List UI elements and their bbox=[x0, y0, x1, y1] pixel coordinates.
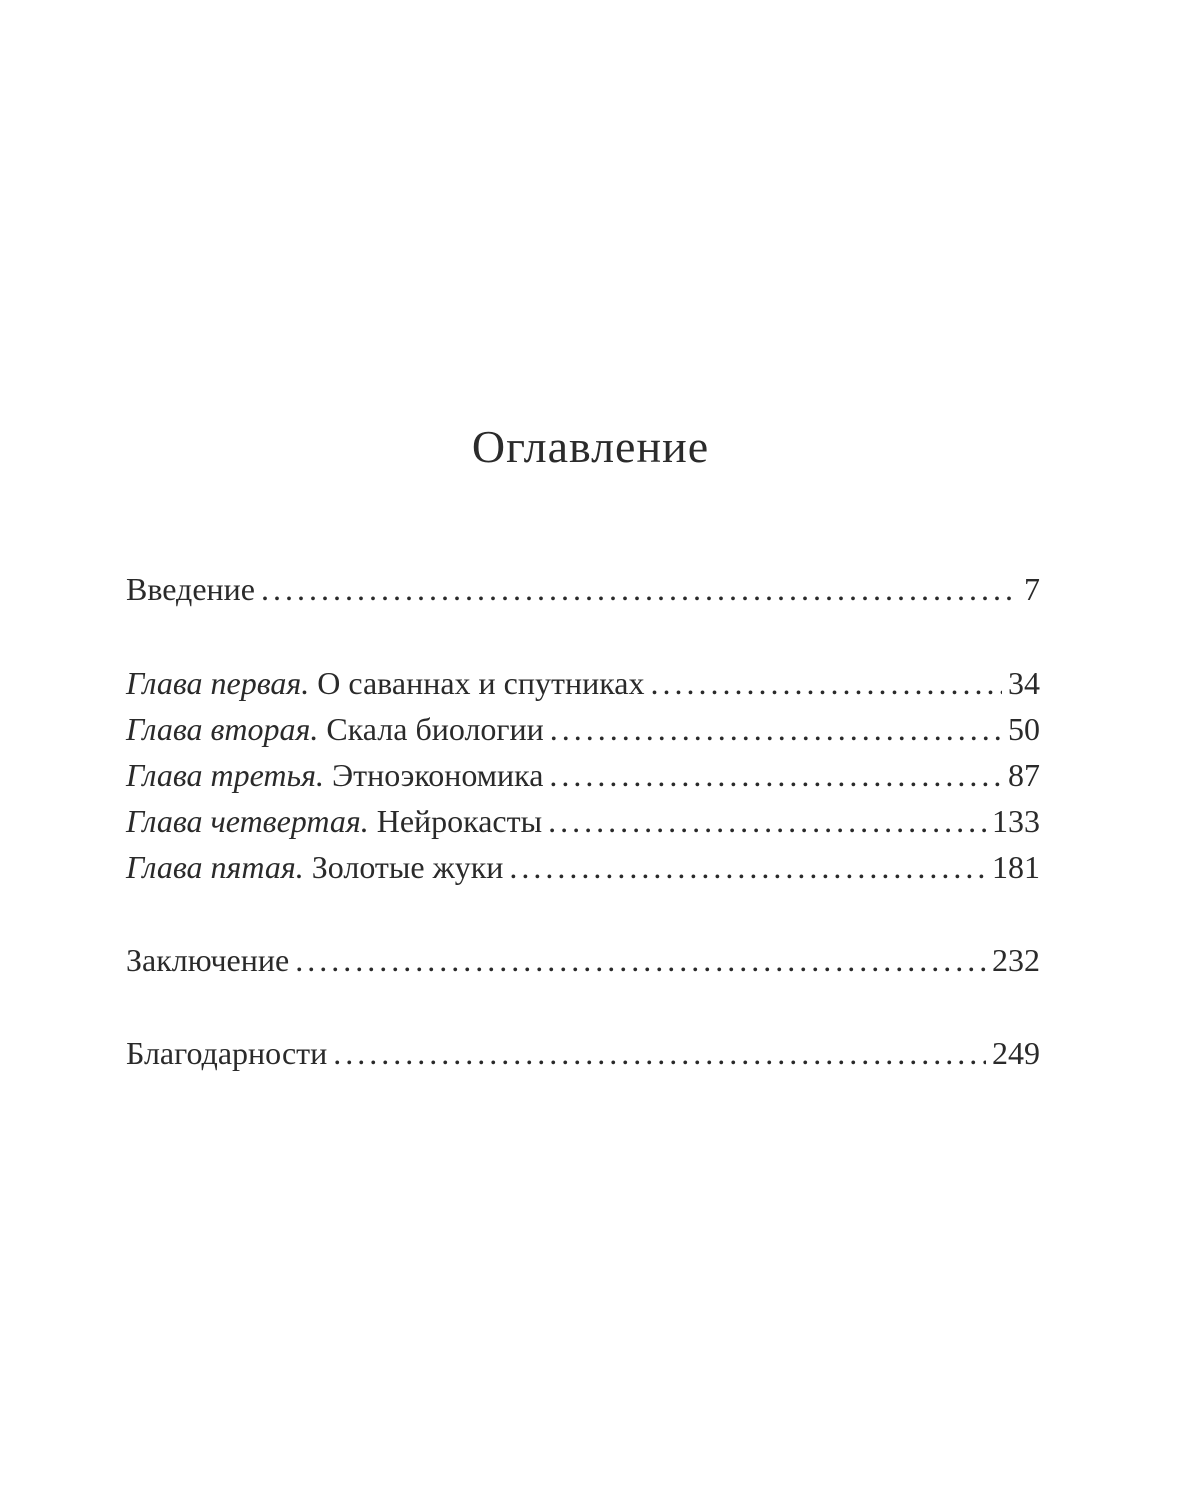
toc-entry-label: Заключение bbox=[126, 942, 290, 978]
leader-dots bbox=[295, 937, 986, 983]
toc-chapter-number: Глава пятая. bbox=[126, 849, 304, 885]
toc-page-number: 87 bbox=[1008, 757, 1040, 793]
toc-entry-label: Благодарности bbox=[126, 1035, 328, 1071]
page-title: Оглавление bbox=[471, 421, 710, 472]
toc-entry-label: Нейрокасты bbox=[376, 803, 543, 839]
leader-dots bbox=[548, 798, 986, 844]
toc-chapter-number: Глава третья. bbox=[126, 757, 324, 793]
toc-entry-conclusion[interactable] bbox=[126, 937, 1040, 983]
toc-page-number: 249 bbox=[992, 1035, 1040, 1071]
table-of-contents bbox=[126, 566, 1040, 1076]
toc-entry-introduction[interactable] bbox=[126, 566, 1040, 612]
leader-dots bbox=[549, 752, 1002, 798]
toc-chapter-number: Глава вторая. bbox=[126, 711, 319, 747]
toc-page-number: 50 bbox=[1008, 711, 1040, 747]
toc-page-number: 133 bbox=[992, 803, 1040, 839]
toc-page-number: 232 bbox=[992, 942, 1040, 978]
toc-entry-chapter-2[interactable] bbox=[126, 706, 1040, 752]
toc-entry-chapter-4[interactable] bbox=[126, 798, 1040, 844]
leader-dots bbox=[509, 844, 986, 890]
toc-page-number: 34 bbox=[1008, 665, 1040, 701]
toc-entry-acknowledgements[interactable] bbox=[126, 1030, 1040, 1076]
leader-dots bbox=[650, 660, 1002, 706]
toc-entry-label: Этноэкономика bbox=[331, 757, 544, 793]
toc-chapter-number: Глава первая. bbox=[126, 665, 310, 701]
toc-entry-label: О саваннах и спутниках bbox=[317, 665, 645, 701]
toc-entry-chapter-3[interactable] bbox=[126, 752, 1040, 798]
toc-entry-label: Золотые жуки bbox=[311, 849, 504, 885]
toc-page-number: 181 bbox=[992, 849, 1040, 885]
toc-page-number: 7 bbox=[1024, 571, 1040, 607]
toc-entry-chapter-5[interactable] bbox=[126, 844, 1040, 890]
toc-entry-label: Скала биологии bbox=[326, 711, 544, 747]
toc-entry-label: Введение bbox=[126, 571, 255, 607]
leader-dots bbox=[333, 1030, 986, 1076]
leader-dots bbox=[550, 706, 1002, 752]
leader-dots bbox=[261, 566, 1018, 612]
toc-entry-chapter-1[interactable] bbox=[126, 660, 1040, 706]
toc-chapter-number: Глава четвертая. bbox=[126, 803, 369, 839]
